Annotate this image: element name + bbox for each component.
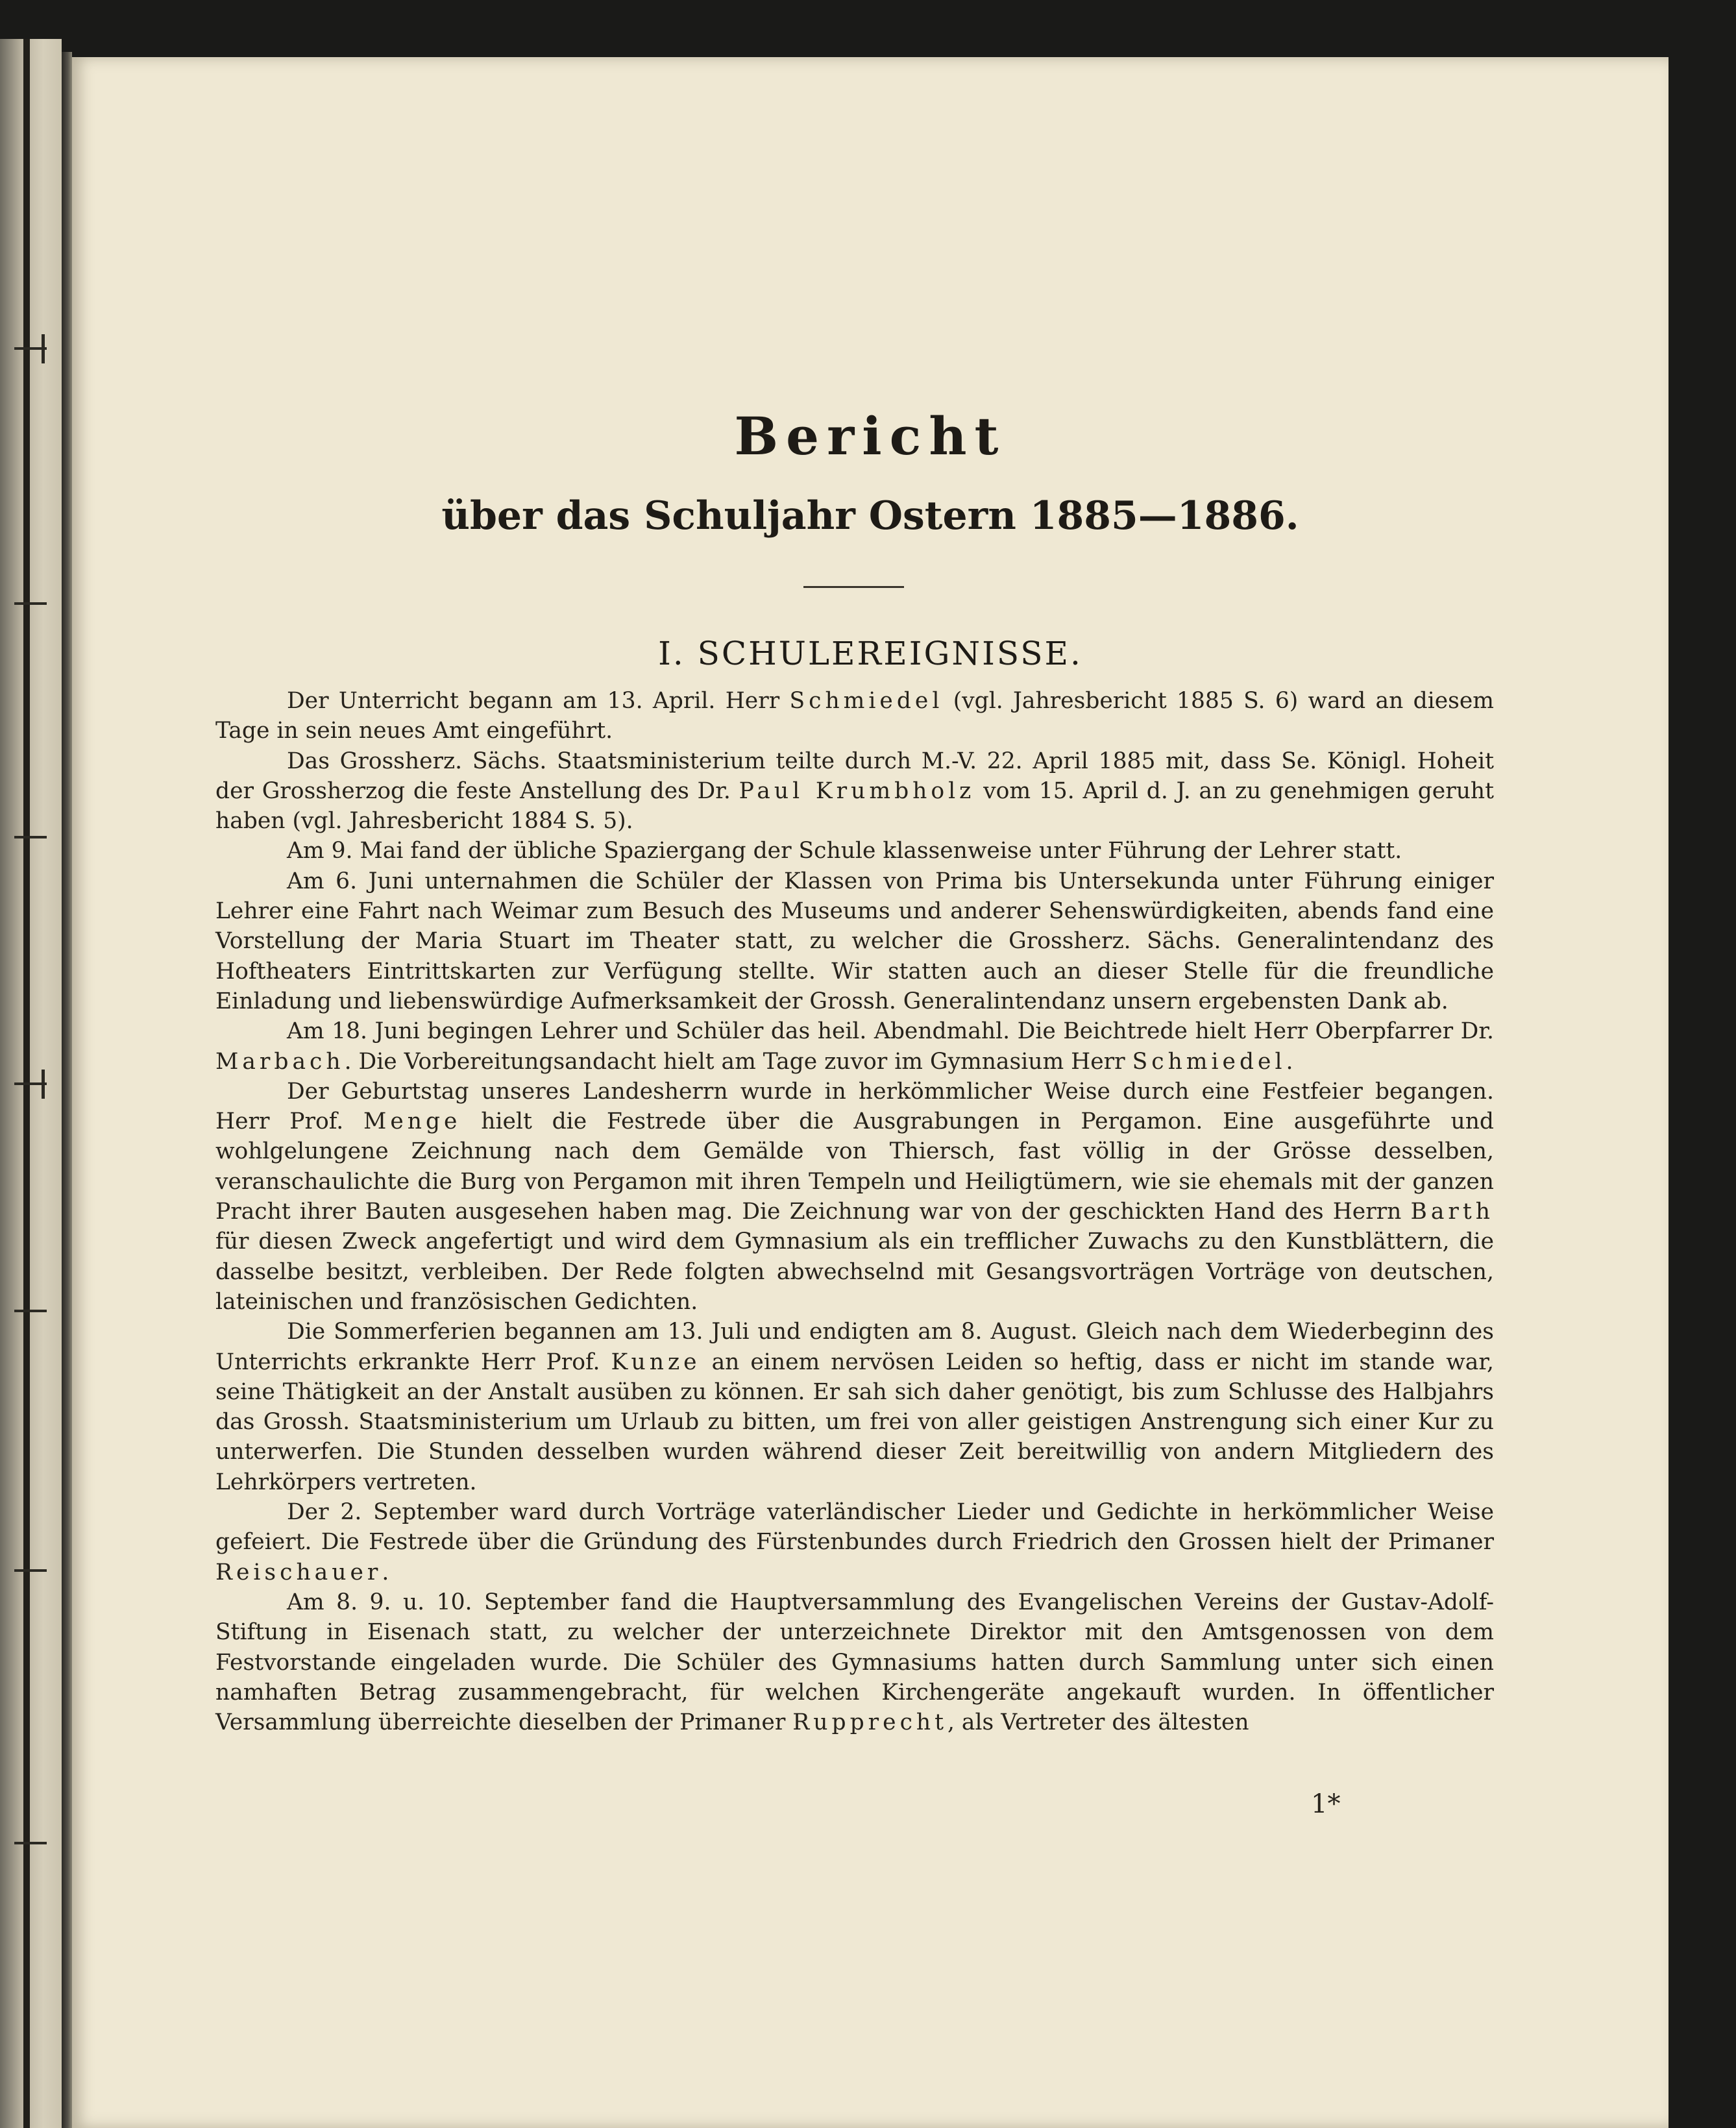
binding-mark <box>42 334 45 363</box>
report-body <box>215 686 1494 1737</box>
paragraph: Die Sommerferien begannen am 13. Juli und endigten am 8. August. Gleich nach dem Wiederbeginn des Unterrichts erkrankte Herr Prof. Kunze an einem nervösen Leiden so heftig, dass er nicht im stande war, seine Thätigkeit an der Anstalt ausüben zu können. Er sah sich daher genötigt, bis zum Schlusse des Halbjahrs das Grossh. Staatsministerium um Urlaub zu bitten, um frei von aller geistigen Anstrengung sich einer Kur zu unterwerfen. Die Stunden desselben wurden während dieser Zeit bereitwillig von andern Mitgliedern des Lehrkörpers vertreten. <box>215 1319 1494 1495</box>
paragraph: Am 6. Juni unternahmen die Schüler der Klassen von Prima bis Untersekunda unter Führung einiger Lehrer eine Fahrt nach Weimar zum Besuch des Museums und anderer Sehenswürdigkeiten, abends fand eine Vorstellung der Maria Stuart im Theater statt, zu welcher die Grossherz. Sächs. Generalintendanz des Hoftheaters Eintrittskarten zur Verfügung stellte. Wir statten auch an dieser Stelle für die freundliche Einladung und liebenswürdige Aufmerksamkeit der Grossh. Generalintendanz unsern ergebensten Dank ab. <box>215 868 1494 1014</box>
paragraph: Das Grossherz. Sächs. Staatsministerium teilte durch M.-V. 22. April 1885 mit, dass Se. Königl. Hoheit der Grossherzog die feste Anstellung des Dr. Paul Krumbholz vom 15. April d. J. an zu genehmigen geruht haben (vgl. Jahresbericht 1884 S. 5). <box>215 748 1495 835</box>
paragraph: Am 9. Mai fand der übliche Spaziergang der Schule klassenweise unter Führung der Lehrer statt. <box>287 838 1402 864</box>
paragraph: Am 8. 9. u. 10. September fand die Hauptversammlung des Evangelischen Vereins der Gustav-Adolf-Stiftung in Eisenach statt, zu welcher der unterzeichnete Direktor mit den Amtsgenossen von dem Festvorstande eingeladen wurde. Die Schüler des Gymnasiums hatten durch Sammlung unter sich einen namhaften Betrag zusammengebracht, für welchen Kirchengeräte angekauft wurden. In öffentlicher Versammlung überreichte dieselben der Primaner Rupprecht, als Vertreter des ältesten <box>215 1589 1494 1736</box>
binding-mark <box>14 1569 47 1572</box>
paragraph: Der 2. September ward durch Vorträge vaterländischer Lieder und Gedichte in herkömmlicher Weise gefeiert. Die Festrede über die Gründung des Fürstenbundes durch Friedrich den Grossen hielt der Primaner Reischauer. <box>215 1499 1494 1585</box>
binding-mark <box>14 1842 47 1844</box>
paragraph: Der Unterricht begann am 13. April. Herr Schmiedel (vgl. Jahresbericht 1885 S. 6) ward an diesem Tage in sein neues Amt eingeführt. <box>215 688 1494 744</box>
title-divider <box>803 586 904 588</box>
signature-mark: 1* <box>1311 1789 1341 1819</box>
section-heading: I. SCHULEREIGNISSE. <box>658 635 1082 672</box>
binding-mark <box>14 836 47 838</box>
binding-mark <box>14 1310 47 1312</box>
page-subtitle: über das Schuljahr Ostern 1885—1886. <box>441 493 1299 539</box>
page-gutter <box>62 52 72 2128</box>
binding-mark <box>14 602 47 605</box>
paragraph: Am 18. Juni begingen Lehrer und Schüler das heil. Abendmahl. Die Beichtrede hielt Herr Oberpfarrer Dr. Marbach. Die Vorbereitungsandacht hielt am Tage zuvor im Gymnasium Herr Schmiedel. <box>215 1018 1494 1075</box>
page-title: Bericht <box>734 406 1007 467</box>
paragraph: Der Geburtstag unseres Landesherrn wurde in herkömmlicher Weise durch eine Festfeier begangen. Herr Prof. Menge hielt die Festrede über die Ausgrabungen in Pergamon. Eine ausgeführte und wohlgelungene Zeichnung nach dem Gemälde von Thiersch, fast völlig in der Grösse desselben, veranschaulichte die Burg von Pergamon mit ihren Tempeln und Heiligtümern, wie sie ehemals mit der ganzen Pracht ihrer Bauten ausgesehen haben mag. Die Zeichnung war von der geschickten Hand des Herrn Barth für diesen Zweck angefertigt und wird dem Gymnasium als ein trefflicher Zuwachs zu den Kunstblättern, die dasselbe besitzt, verbleiben. Der Rede folgten abwechselnd mit Gesangsvorträgen Vorträge von deutschen, lateinischen und französischen Gedichten. <box>215 1078 1494 1315</box>
binding-mark <box>42 1070 45 1099</box>
